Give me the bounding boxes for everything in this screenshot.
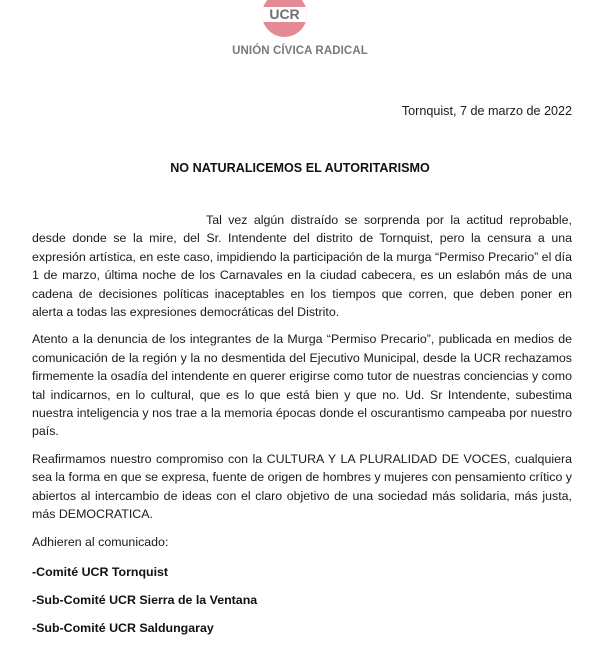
document-title: NO NATURALICEMOS EL AUTORITARISMO: [170, 161, 430, 175]
paragraph-denuncia: Atento a la denuncia de los integrantes de la Murga “Permiso Precario”, publicada en medios de comunicación de la región y la no desmentida del Ejecutivo Municipal, desde la UCR rechazamos firmemente la osadía del intendente en querer erigirse como tutor de nuestras conciencias y como tal indicarnos, en lo cultural, que es lo que está bien y que no. Ud. Sr Intendente, subestima nuestra inteligencia y nos trae a la memoria épocas donde el oscurantismo campeaba por nuestro país.: [32, 332, 572, 439]
adherent-item: -Comité UCR Tornquist: [32, 564, 169, 579]
paragraph-compromiso: Reafirmamos nuestro compromiso con la CULTURA Y LA PLURALIDAD DE VOCES, cualquiera sea la forma en que se expresa, fuente de origen de hombres y mujeres con pensamiento crítico y abiertos al intercambio de ideas con el claro objetivo de una sociedad más solidaria, más justa, más DEMOCRATICA.: [32, 451, 572, 522]
letterhead: [0, 0, 600, 70]
adherent-item: -Sub-Comité UCR Saldungaray: [32, 620, 214, 635]
logo-text: UCR: [269, 6, 300, 22]
adherent-item: -Sub-Comité UCR Sierra de la Ventana: [32, 592, 258, 607]
logo-band: [262, 7, 307, 22]
date-line: Tornquist, 7 de marzo de 2022: [401, 104, 572, 118]
adhesion-intro: Adhieren al comunicado:: [32, 534, 169, 549]
ucr-logo-icon: [262, 0, 307, 37]
paragraph-intro: Tal vez algún distraído se sorprenda por la actitud reprobable, desde donde se la mire, del Sr. Intendente del distrito de Tornquist, pero la censura a una expresión artística, en este caso, impidiendo la participación de la murga “Permiso Precario” el día 1 de marzo, última noche de los Carnavales en la ciudad cabecera, es un eslabón más de una cadena de decisiones políticas inaceptables en los tiempos que corren, que deben poner en alerta a todas las expresiones democráticas del Distrito.: [32, 213, 572, 320]
organization-name: UNIÓN CÍVICA RADICAL: [232, 45, 368, 57]
adherents-list: [32, 563, 572, 637]
document-body: [32, 211, 572, 647]
